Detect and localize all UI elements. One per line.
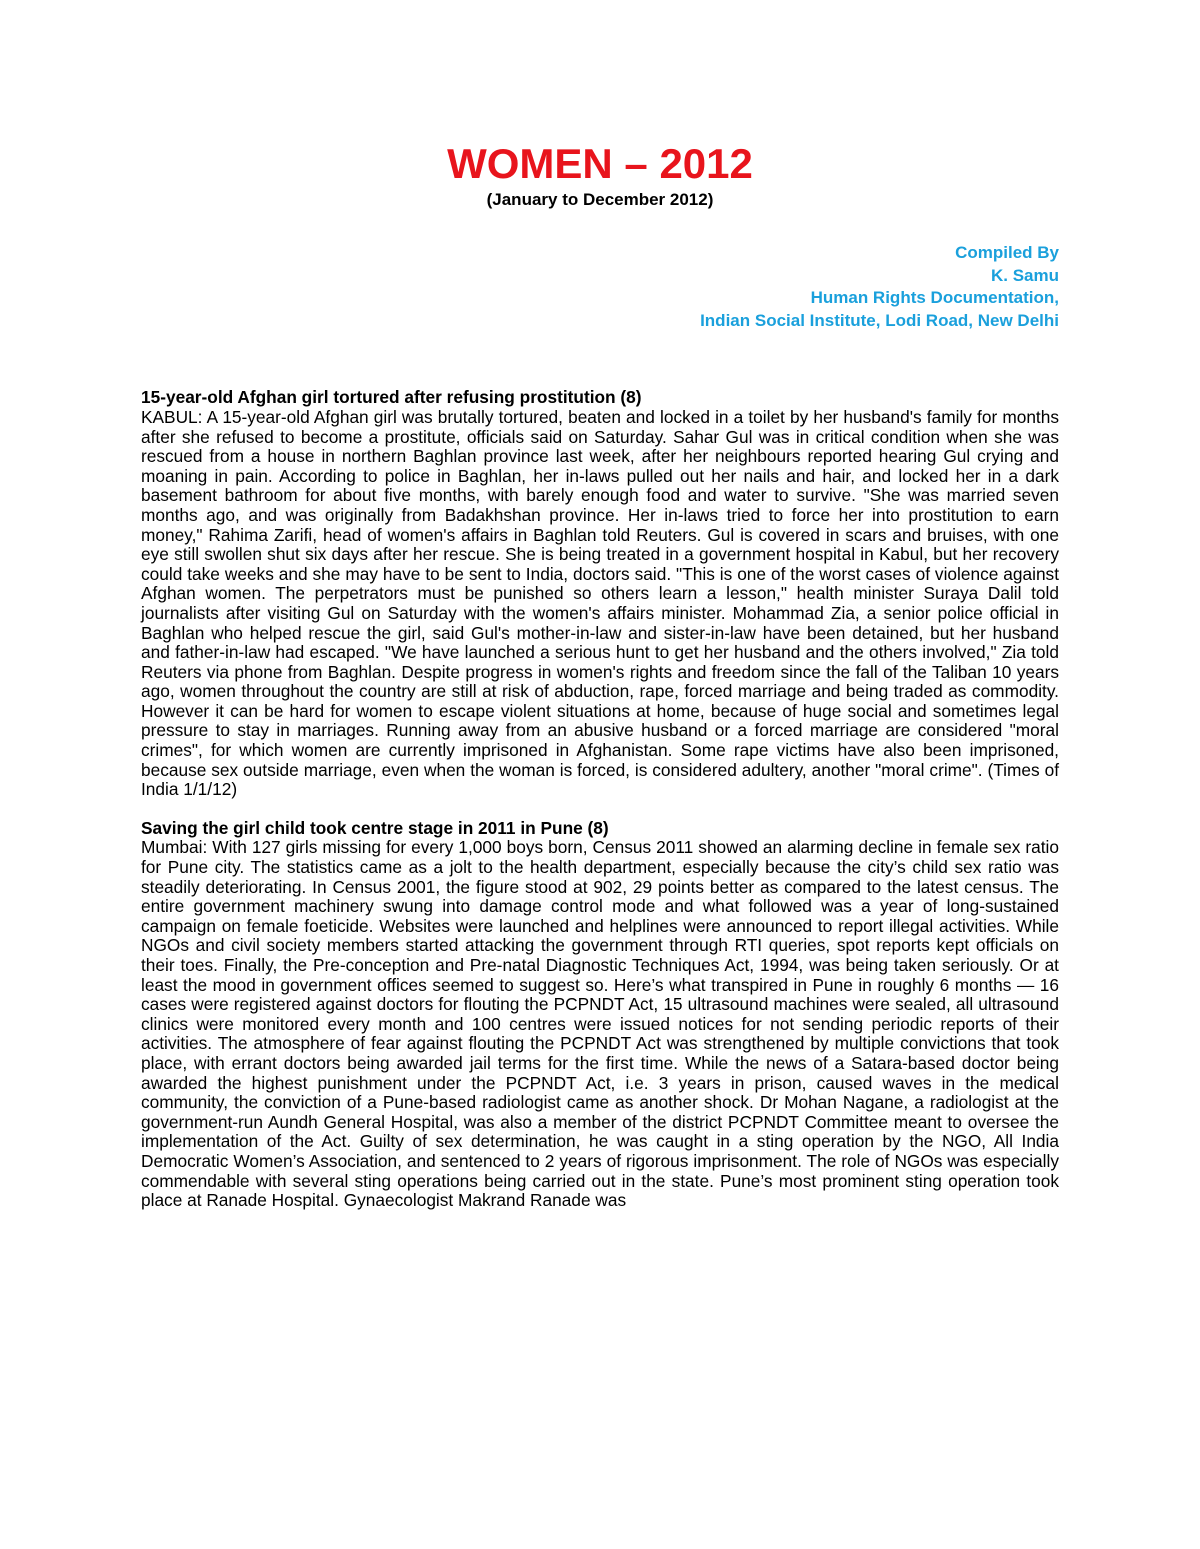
document-title: WOMEN – 2012 — [447, 140, 753, 187]
compiled-by-label: Compiled By — [955, 243, 1059, 262]
compiler-department: Human Rights Documentation, — [810, 288, 1059, 308]
compiler-institute: Indian Social Institute, Lodi Road, New Delhi — [700, 310, 1059, 330]
compiled-by-block — [141, 242, 1059, 332]
document-subtitle: (January to December 2012) — [486, 190, 714, 209]
article-body: Mumbai: With 127 girls missing for every 1,000 boys born, Census 2011 showed an alarming decline in female sex ratio for Pune city. The statistics came as a jolt to the health department, especially because the city’s child sex ratio was steadily deteriorating. In Census 2001, the figure stood at 902, 29 points better as compared to the latest census. The entire government machinery swung into damage control mode and what followed was a year of long-sustained campaign on female foeticide. Websites were launched and helplines were announced to report illegal activities. While NGOs and civil society members started attacking the government through RTI queries, spot reports kept officials on their toes. Finally, the Pre-conception and Pre-natal Diagnostic Techniques Act, 1994, was being taken seriously. Or at least the mood in government offices seemed to suggest so. Here’s what transpired in Pune in roughly 6 months — 16 cases were registered against doctors for flouting the PCPNDT Act, 15 ultrasound machines were sealed, all ultrasound clinics were monitored every month and 100 centres were issued notices for not sending periodic reports of their activities. The atmosphere of fear against flouting the PCPNDT Act was strengthened by multiple convictions that took place, with errant doctors being awarded jail terms for the first time. While the news of a Satara-based doctor being awarded the highest punishment under the PCPNDT Act, i.e. 3 years in prison, caused waves in the medical community, the conviction of a Pune-based radiologist came as another shock. Dr Mohan Nagane, a radiologist at the government-run Aundh General Hospital, was also a member of the district PCPNDT Committee meant to oversee the implementation of the Act. Guilty of sex determination, he was caught in a sting operation by the NGO, All India Democratic Women’s Association, and sentenced to 2 years of rigorous imprisonment. The role of NGOs was especially commendable with several sting operations being carried out in the state. Pune’s most prominent sting operation took place at Ranade Hospital. Gynaecologist Makrand Ranade was — [141, 837, 1059, 1211]
article — [141, 388, 1059, 799]
article-body: KABUL: A 15-year-old Afghan girl was brutally tortured, beaten and locked in a toilet by her husband's family for months after she refused to become a prostitute, officials said on Saturday. Sahar Gul was in critical condition when she was rescued from a house in northern Baghlan province last week, after her neighbours reported hearing Gul crying and moaning in pain. According to police in Baghlan, her in-laws pulled out her nails and hair, and locked her in a dark basement bathroom for about five months, with barely enough food and water to survive. "She was married seven months ago, and was originally from Badakhshan province. Her in-laws tried to force her into prostitution to earn money," Rahima Zarifi, head of women's affairs in Baghlan told Reuters. Gul is covered in scars and bruises, with one eye still swollen shut six days after her rescue. She is being treated in a government hospital in Kabul, but her recovery could take weeks and she may have to be sent to India, doctors said. "This is one of the worst cases of violence against Afghan women. The perpetrators must be punished so others learn a lesson," health minister Suraya Dalil told journalists after visiting Gul on Saturday with the women's affairs minister. Mohammad Zia, a senior police official in Baghlan who helped rescue the girl, said Gul's mother-in-law and sister-in-law have been detained, but her husband and father-in-law had escaped. "We have launched a serious hunt to get her husband and the others involved," Zia told Reuters via phone from Baghlan. Despite progress in women's rights and freedom since the fall of the Taliban 10 years ago, women throughout the country are still at risk of abduction, rape, forced marriage and being traded as commodity. However it can be hard for women to escape violent situations at home, because of huge social and sometimes legal pressure to stay in marriages. Running away from an abusive husband or a forced marriage are considered "moral crimes", for which women are currently imprisoned in Afghanistan. Some rape victims have also been imprisoned, because sex outside marriage, even when the woman is forced, is considered adultery, another "moral crime". (Times of India 1/1/12) — [141, 406, 1059, 800]
compiler-name: K. Samu — [990, 265, 1059, 285]
article-headline: 15-year-old Afghan girl tortured after refusing prostitution (8) — [141, 387, 642, 408]
article-headline: Saving the girl child took centre stage in 2011 in Pune (8) — [141, 817, 609, 838]
article — [141, 819, 1059, 1211]
document-page — [141, 140, 1059, 1211]
